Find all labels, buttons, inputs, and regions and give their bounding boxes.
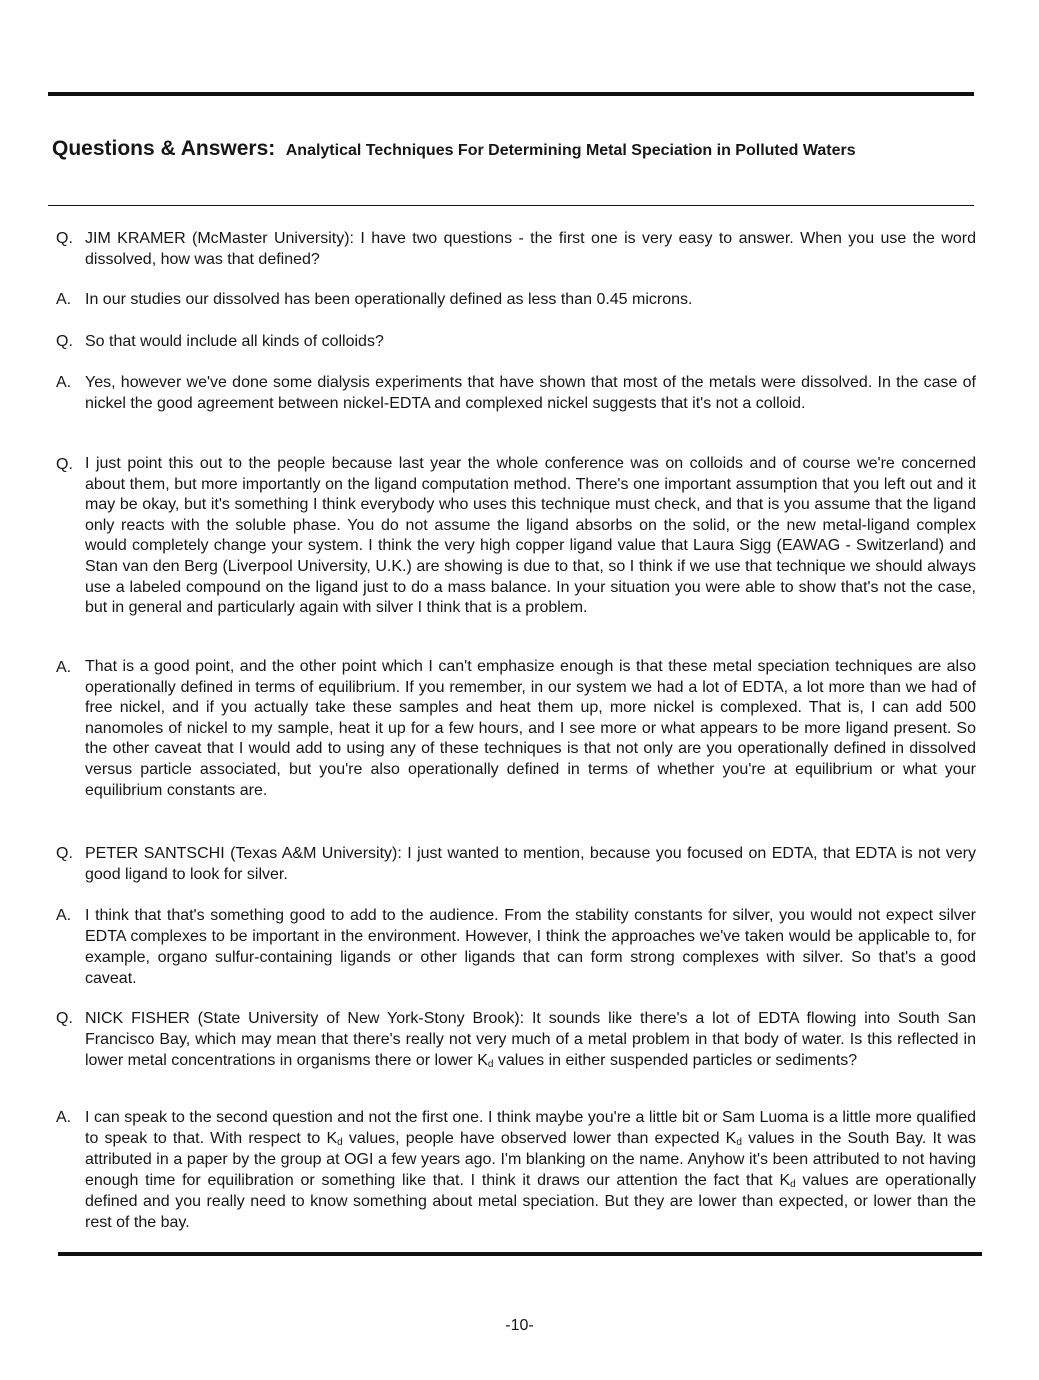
kd-symbol: $K_d$ bbox=[779, 1172, 796, 1190]
qa-text-part: I can speak to the second question and not the first one. I think maybe you're a little bit or Sam Luoma is a little more qualified to speak to that. With respect to bbox=[85, 1109, 976, 1147]
qa-item-8 bbox=[56, 905, 976, 989]
qa-label: Q. bbox=[56, 333, 73, 350]
qa-text: In our studies our dissolved has been operationally defined as less than 0.45 microns. bbox=[85, 291, 693, 308]
page-title bbox=[52, 137, 992, 161]
qa-item-9 bbox=[56, 1008, 976, 1071]
qa-item-5 bbox=[56, 454, 976, 619]
qa-text: PETER SANTSCHI (Texas A&M University): I just wanted to mention, because you focused on EDTA, that EDTA is not very good ligand to look for silver. bbox=[85, 845, 976, 883]
qa-item-3 bbox=[56, 331, 976, 352]
qa-item-10 bbox=[56, 1107, 976, 1233]
header-divider bbox=[48, 205, 974, 206]
qa-text: Yes, however we've done some dialysis experiments that have shown that most of the metals were dissolved. In the case of nickel the good agreement between nickel-EDTA and complexed nickel suggests that it's not a colloid. bbox=[85, 374, 976, 412]
qa-label: A. bbox=[56, 291, 72, 308]
qa-text-part: values are operationally defined and you really need to know something about metal speciation. But they are lower than expected, or lower than the rest of the bay. bbox=[85, 1172, 977, 1231]
qa-label: Q. bbox=[56, 845, 73, 862]
qa-text-part: values in the South Bay. It was attributed in a paper by the group at OGI a few years ago. I'm blanking on the name. Anyhow it's been attributed to not having enough time for equilibration or something like that. I think it draws our attention the fact that bbox=[85, 1130, 976, 1189]
qa-text: That is a good point, and the other point which I can't emphasize enough is that these metal speciation techniques are also operationally defined in terms of equilibrium. If you remember, in our system we had a lot of EDTA, a lot more than we had of free nickel, and if you actually take these samples and heat them up, more nickel is complexed. That is, I can add 500 nanomoles of nickel to my sample, heat it up for a few hours, and I see more or what appears to be more ligand present. So the other caveat that I would add to using any of these techniques is that not only are you operationally defined in dissolved versus particle associated, but you're also operationally defined in terms of whether you're at equilibrium or what your equilibrium constants are. bbox=[85, 658, 976, 799]
qa-label: Q. bbox=[56, 456, 73, 473]
qa-label: A. bbox=[56, 1109, 72, 1126]
qa-text: So that would include all kinds of colloids? bbox=[85, 333, 384, 350]
qa-text-part: values in either suspended particles or sediments? bbox=[497, 1052, 858, 1069]
qa-label: A. bbox=[56, 907, 72, 924]
page-number: -10- bbox=[505, 1317, 534, 1334]
qa-text-part: NICK FISHER (State University of New York-Stony Brook): It sounds like there's a lot of EDTA flowing into South San Francisco Bay, which may mean that there's really not very much of a metal problem in that body of water. Is this reflected in lower metal concentrations in organisms there or lower bbox=[85, 1010, 976, 1069]
qa-item-4 bbox=[56, 372, 976, 414]
title-main: Questions & Answers: bbox=[52, 137, 276, 160]
kd-symbol: $K_d$ bbox=[477, 1052, 494, 1070]
qa-label: A. bbox=[56, 659, 72, 676]
qa-text bbox=[85, 1107, 976, 1233]
kd-symbol: $K_d$ bbox=[326, 1130, 343, 1148]
qa-item-6 bbox=[56, 657, 976, 801]
qa-text: JIM KRAMER (McMaster University): I have two questions - the first one is very easy to answer. When you use the word dissolved, how was that defined? bbox=[85, 230, 976, 268]
qa-item-7 bbox=[56, 843, 976, 885]
qa-text: I just point this out to the people because last year the whole conference was on colloids and of course we're concerned about them, but more importantly on the ligand computation method. There's one important assumption that you left out and it may be okay, but it's something I think everybody who uses this technique must check, and that is you assume that the ligand only reacts with the soluble phase. You do not assume the ligand absorbs on the solid, or the new metal-ligand complex would completely change your system. I think the very high copper ligand value that Laura Sigg (EAWAG - Switzerland) and Stan van den Berg (Liverpool University, U.K.) are showing is due to that, so I think if we use that technique we should always use a labeled compound on the ligand just to do a mass balance. In your situation you were able to show that's not the case, but in general and particularly again with silver I think that is a problem. bbox=[85, 455, 976, 617]
qa-text: I think that that's something good to add to the audience. From the stability constants for silver, you would not expect silver EDTA complexes to be important in the environment. However, I think the approaches we've taken would be applicable to, for example, organo sulfur-containing ligands or other ligands that can form strong complexes with silver. So that's a good caveat. bbox=[85, 907, 976, 987]
title-subtitle: Analytical Techniques For Determining Metal Speciation in Polluted Waters bbox=[285, 142, 856, 159]
qa-label: Q. bbox=[56, 230, 73, 247]
qa-item-2 bbox=[56, 289, 976, 310]
bottom-rule bbox=[58, 1252, 982, 1256]
qa-label: Q. bbox=[56, 1010, 73, 1027]
top-rule bbox=[48, 92, 974, 96]
kd-symbol: $K_d$ bbox=[725, 1130, 742, 1148]
qa-text bbox=[85, 1008, 976, 1071]
qa-text-part: values, people have observed lower than expected bbox=[348, 1130, 720, 1147]
qa-item-1 bbox=[56, 228, 976, 270]
qa-label: A. bbox=[56, 374, 72, 391]
